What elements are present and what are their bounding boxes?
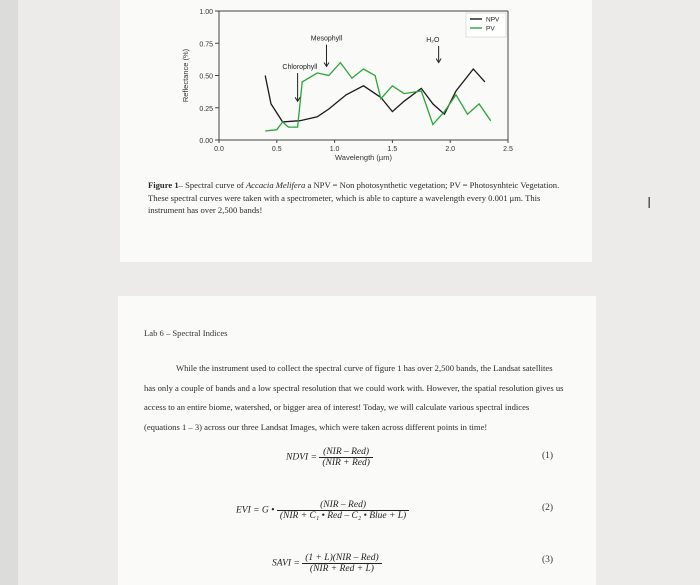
eq3-number: (3) [542, 555, 554, 565]
x-tick-label: 1.5 [387, 146, 398, 153]
caption-label: Figure 1 [148, 180, 179, 190]
left-margin-strip [0, 0, 18, 585]
evi-lhs: EVI = G • [236, 505, 275, 516]
y-tick-label: 0.75 [199, 41, 213, 49]
x-tick-label: 0.5 [271, 146, 282, 153]
text-cursor-icon: I [647, 194, 652, 212]
y-tick-label: 0.00 [199, 138, 213, 145]
lab-card [118, 296, 596, 585]
caption-species: Accacia Melifera [245, 180, 306, 190]
caption-text: – Spectral curve of [178, 180, 246, 190]
lab-paragraph-text: While the instrument used to collect the spectral curve of figure 1 has over 2,500 bands, the Landsat satellites has only a couple of bands and a low spectral resolution that we could work with. However, the spatial resolution gives us access to an entire biome, watershed, or bigger area of interest! Today, we will calculate various spectral indices (equations 1 – 3) across our three Landsat Images, which were taken across different points in time! [144, 363, 564, 432]
legend-label-npv: NPV [486, 16, 500, 24]
annotation-label: Mesophyll [310, 35, 343, 43]
ndvi-numerator: (NIR – Red) [319, 447, 373, 458]
figure-card [120, 0, 592, 262]
lab-paragraph [144, 359, 564, 437]
y-tick-label: 0.50 [199, 73, 213, 81]
ndvi-equation [286, 447, 373, 468]
eq1-number: (1) [542, 451, 554, 461]
y-tick-label: 1.00 [199, 9, 213, 16]
annotation-label: Chlorophyll [282, 64, 318, 72]
x-tick-label: 2.0 [445, 146, 456, 153]
x-tick-label: 0.0 [214, 146, 224, 153]
lab-title: Lab 6 – Spectral Indices [144, 328, 228, 338]
y-axis-label: Reflectance (%) [181, 48, 190, 103]
y-tick-label: 0.25 [199, 105, 213, 113]
x-tick-label: 1.0 [329, 146, 340, 153]
savi-equation [272, 553, 382, 574]
ndvi-denominator: (NIR + Red) [322, 458, 370, 468]
evi-denominator: (NIR + C₁ • Red – C₂ • Blue + L) [279, 511, 407, 521]
savi-fraction [302, 553, 381, 574]
annotation-label: H₂O [426, 36, 440, 44]
legend-label-pv: PV [486, 25, 495, 33]
ndvi-fraction [319, 447, 373, 468]
evi-equation [236, 500, 409, 521]
evi-fraction [277, 500, 409, 521]
savi-denominator: (NIR + Red + L) [309, 564, 374, 574]
savi-lhs: SAVI = [272, 558, 300, 569]
eq2-number: (2) [542, 503, 554, 513]
evi-numerator: (NIR – Red) [277, 500, 409, 511]
savi-numerator: (1 + L)(NIR – Red) [302, 553, 381, 564]
figure-caption [148, 179, 568, 217]
x-axis-label: Wavelength (µm) [335, 153, 392, 162]
ndvi-lhs: NDVI = [286, 452, 317, 463]
x-tick-label: 2.5 [503, 146, 513, 153]
reflectance-chart [120, 0, 592, 175]
caption-rest: a NPV = Non photosynthetic vegetation; PV = Photosynhteic Vegetation. These spectral curves were taken with a spectrometer, which is able to capture a wavelength every 0.001 μm. This instrument has over 2,500 bands! [148, 180, 560, 215]
